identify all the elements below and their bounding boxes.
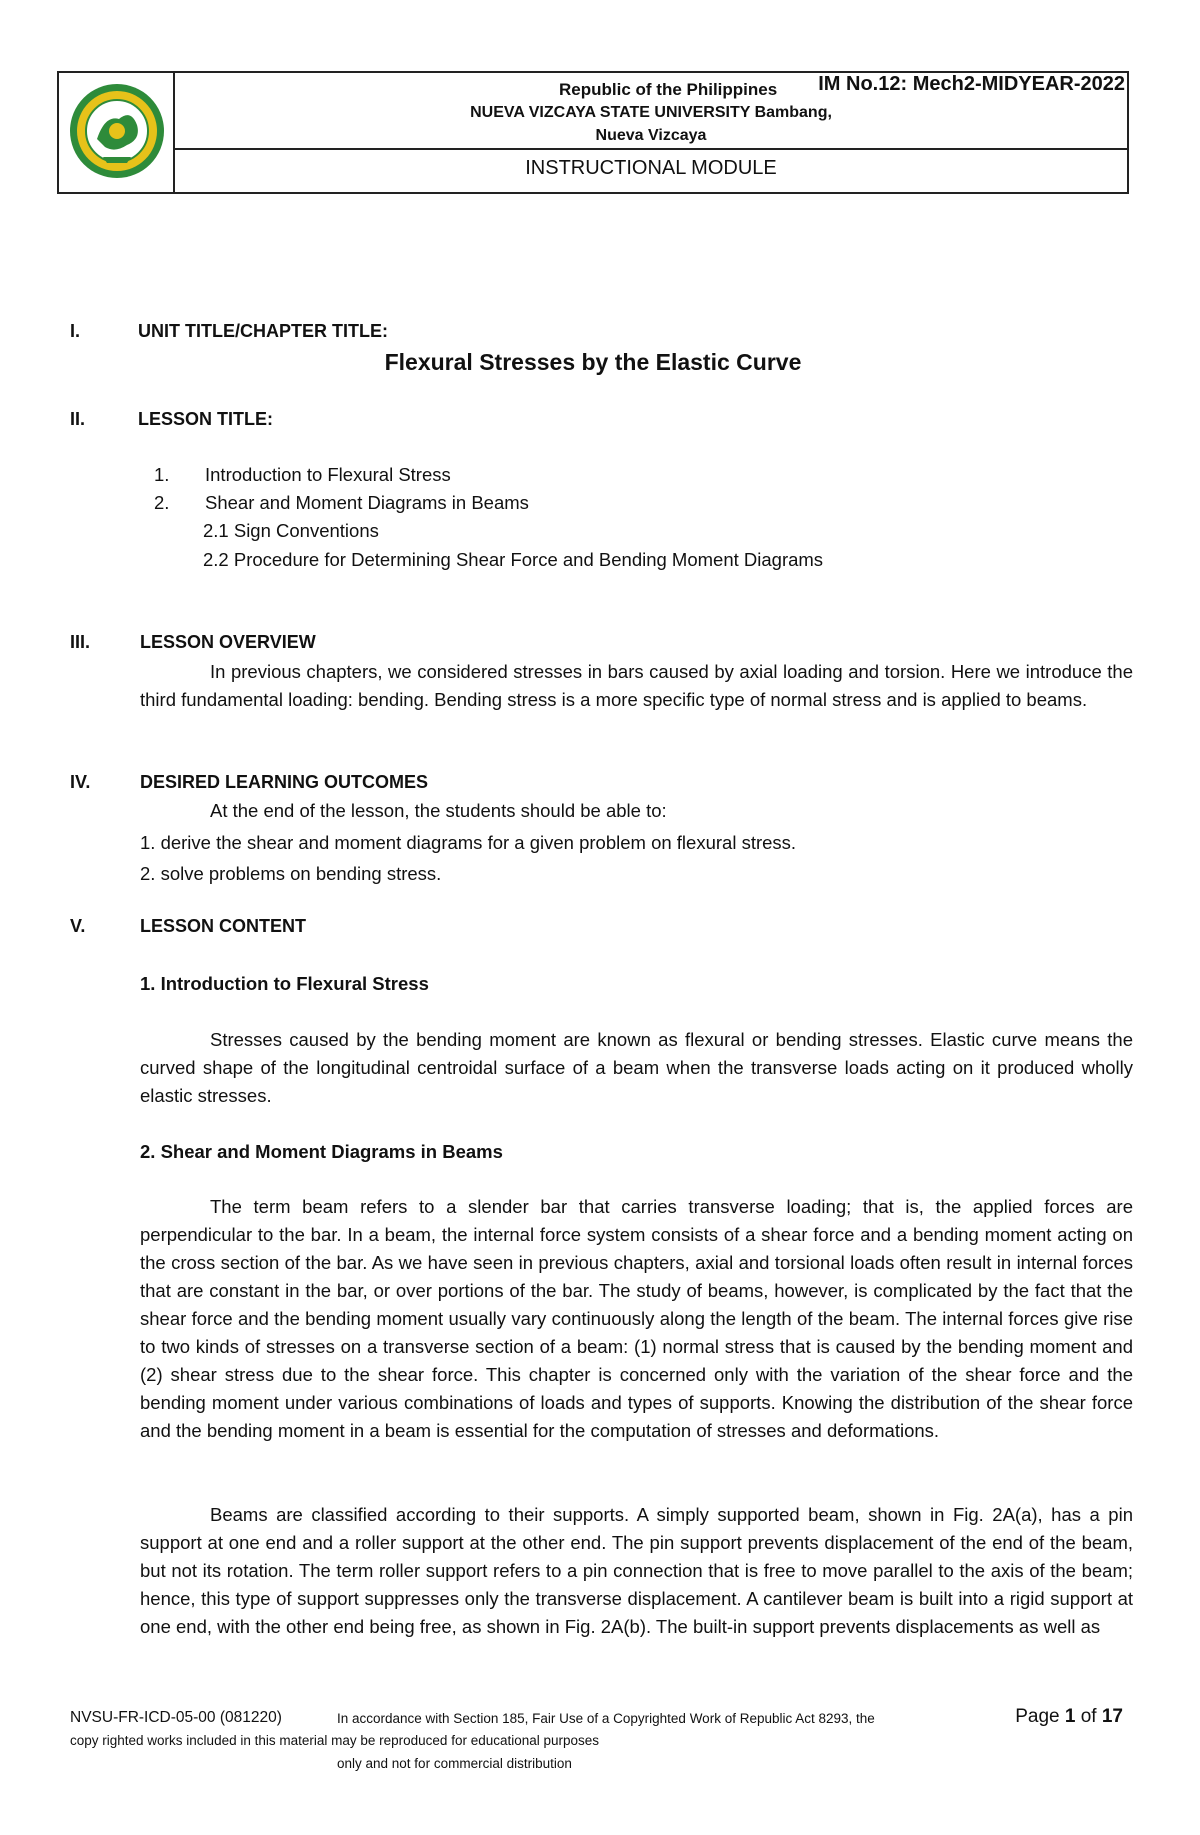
overview-text: In previous chapters, we considered stresses in bars caused by axial loading and torsion. Here we introduce the third fundamental loading: bending. Bending stress is a more specific type of normal stress and is applied to beams. [140, 661, 1133, 710]
republic-label: Republic of the Philippines [559, 80, 778, 99]
outcome-item: 1. derive the shear and moment diagrams for a given problem on flexural stress. [140, 832, 797, 853]
beam-paragraph [140, 1193, 1133, 1445]
beam-text: The term beam refers to a slender bar that carries transverse loading; that is, the applied forces are perpendicular to the bar. In a beam, the internal force system consists of a shear force and a bending moment acting on the cross section of the bar. As we have seen in previous chapters, axial and torsional loads often result in internal forces that are constant in the bar, or over portions of the bar. The study of beams, however, is complicated by the fact that the shear force and the bending moment usually vary continuously along the length of the beam. The internal forces give rise to two kinds of stresses on a transverse section of a beam: (1) normal stress that is caused by the bending moment and (2) shear stress due to the shear force. This chapter is concerned only with the variation of the shear force and the bending moment under various combinations of loads and types of supports. Knowing the distribution of the shear force and the bending moment in a beam is essential for the computation of stresses and deformations. [140, 1196, 1133, 1441]
intro-text: Stresses caused by the bending moment are known as flexural or bending stresses. Elastic curve means the curved shape of the longitudinal centroidal surface of a beam when the transverse loads acting on it produced wholly elastic stresses. [140, 1029, 1133, 1106]
section-number: I. [70, 321, 81, 341]
module-title: INSTRUCTIONAL MODULE [525, 157, 777, 179]
document-header [57, 71, 1129, 194]
page-word: Page [1015, 1706, 1060, 1727]
of-word: of [1080, 1706, 1097, 1727]
outcome-item: 2. solve problems on bending stress. [140, 863, 442, 884]
lesson-item: Introduction to Flexural Stress [205, 464, 451, 485]
outcomes-intro: At the end of the lesson, the students should be able to: [210, 800, 667, 821]
lesson-item: Shear and Moment Diagrams in Beams [205, 492, 529, 513]
subheading-intro-flexural: 1. Introduction to Flexural Stress [140, 973, 429, 994]
lesson-item-number: 1. [154, 464, 170, 485]
university-town: Nueva Vizcaya [595, 127, 707, 144]
section-number: II. [70, 409, 86, 429]
lesson-subitem: 2.1 Sign Conventions [203, 520, 379, 541]
section-label: LESSON OVERVIEW [140, 632, 316, 652]
copyright-note-line2: copy righted works included in this material may be reproduced for educational purposes [70, 1733, 600, 1748]
page-indicator [1015, 1706, 1123, 1728]
section-label: LESSON TITLE: [138, 409, 273, 429]
section-label: DESIRED LEARNING OUTCOMES [140, 772, 429, 792]
overview-paragraph [140, 658, 1133, 714]
page-number: 1 [1064, 1706, 1076, 1727]
copyright-note-line3: only and not for commercial distribution [337, 1756, 572, 1771]
section-number: V. [70, 916, 86, 936]
lesson-subitem: 2.2 Procedure for Determining Shear Force and Bending Moment Diagrams [203, 549, 824, 570]
lesson-item-number: 2. [154, 492, 170, 513]
subheading-shear-moment: 2. Shear and Moment Diagrams in Beams [140, 1141, 503, 1162]
chapter-title: Flexural Stresses by the Elastic Curve [384, 349, 802, 375]
section-number: III. [70, 632, 91, 652]
section-number: IV. [70, 772, 91, 792]
logo-cell [59, 73, 175, 192]
header-divider [175, 148, 1127, 150]
im-number: IM No.12: Mech2-MIDYEAR-2022 [818, 73, 1125, 95]
intro-paragraph [140, 1026, 1133, 1110]
section-label: LESSON CONTENT [140, 916, 307, 936]
classification-paragraph [140, 1501, 1133, 1641]
section-label: UNIT TITLE/CHAPTER TITLE: [138, 321, 388, 341]
university-seal-icon [67, 79, 167, 183]
copyright-note-line1: In accordance with Section 185, Fair Use of a Copyrighted Work of Republic Act 8293, the [337, 1711, 875, 1726]
page-total: 17 [1101, 1706, 1123, 1727]
university-name: NUEVA VIZCAYA STATE UNIVERSITY Bambang, [470, 104, 832, 121]
form-code: NVSU-FR-ICD-05-00 (081220) [70, 1709, 282, 1726]
classification-text: Beams are classified according to their supports. A simply supported beam, shown in Fig. 2A(a), has a pin support at one end and a roller support at the other end. The pin support prevents displacement of the end of the beam, but not its rotation. The term roller support refers to a pin connection that is free to move parallel to the axis of the beam; hence, this type of support suppresses only the transverse displacement. A cantilever beam is built into a rigid support at one end, with the other end being free, as shown in Fig. 2A(b). The built-in support prevents displacements as well as [140, 1504, 1133, 1637]
